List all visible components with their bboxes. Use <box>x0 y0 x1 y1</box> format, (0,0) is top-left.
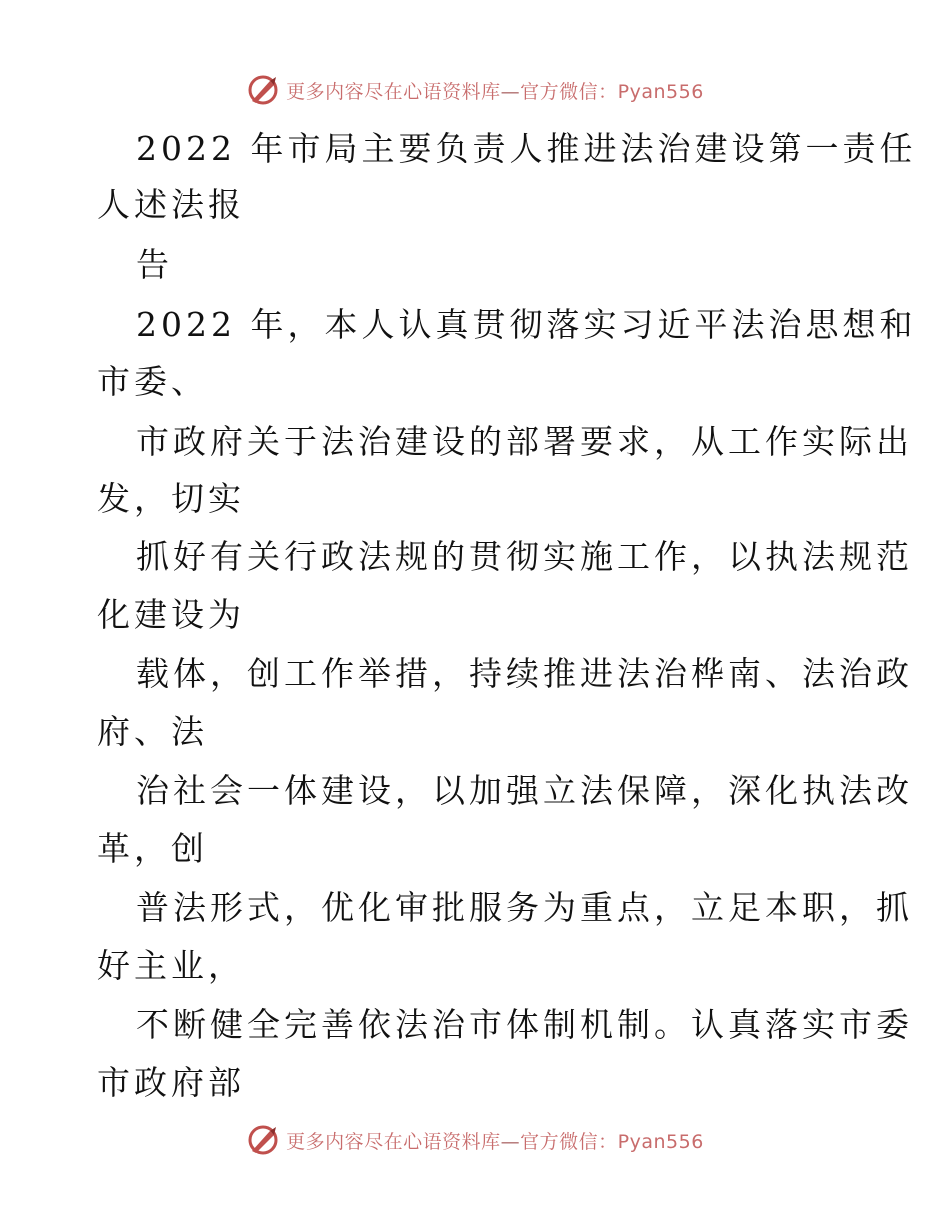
paragraph-line: 治社会一体建设，以加强立法保障，深化执法改 <box>136 771 913 810</box>
pen-logo-icon <box>246 1123 280 1157</box>
watermark-text <box>286 77 704 104</box>
pen-logo-icon <box>246 73 280 107</box>
watermark-wechat-text: 官方微信：Pyan556 <box>520 80 704 103</box>
paragraph-line: 2022 年，本人认真贯彻落实习近平法治思想和 <box>136 305 917 344</box>
title-line-2: 人述法报 <box>97 185 245 224</box>
title-line-3: 告 <box>136 245 173 284</box>
paragraph-line: 好主业， <box>97 946 245 985</box>
paragraph-line: 普法形式，优化审批服务为重点，立足本职，抓 <box>136 888 913 927</box>
paragraph-line: 不断健全完善依法治市体制机制。认真落实市委 <box>136 1005 913 1044</box>
watermark-separator: — <box>500 1130 521 1153</box>
watermark-top <box>0 70 950 110</box>
paragraph-line: 发，切实 <box>97 479 245 518</box>
title-line-1: 2022 年市局主要负责人推进法治建设第一责任 <box>136 129 917 168</box>
paragraph-line: 革，创 <box>97 829 208 868</box>
paragraph-line: 市政府关于法治建设的部署要求，从工作实际出 <box>136 422 913 461</box>
watermark-main-text: 更多内容尽在心语资料库 <box>286 80 501 103</box>
paragraph-line: 市政府部 <box>97 1063 245 1102</box>
watermark-text <box>286 1127 704 1154</box>
paragraph-line: 府、法 <box>97 712 208 751</box>
watermark-separator: — <box>500 80 521 103</box>
paragraph-line: 化建设为 <box>97 595 245 634</box>
paragraph-line: 市委、 <box>97 362 208 401</box>
watermark-wechat-text: 官方微信：Pyan556 <box>520 1130 704 1153</box>
paragraph-line: 载体，创工作举措，持续推进法治桦南、法治政 <box>136 654 913 693</box>
watermark-bottom <box>0 1120 950 1160</box>
watermark-main-text: 更多内容尽在心语资料库 <box>286 1130 501 1153</box>
paragraph-line: 抓好有关行政法规的贯彻实施工作，以执法规范 <box>136 537 913 576</box>
